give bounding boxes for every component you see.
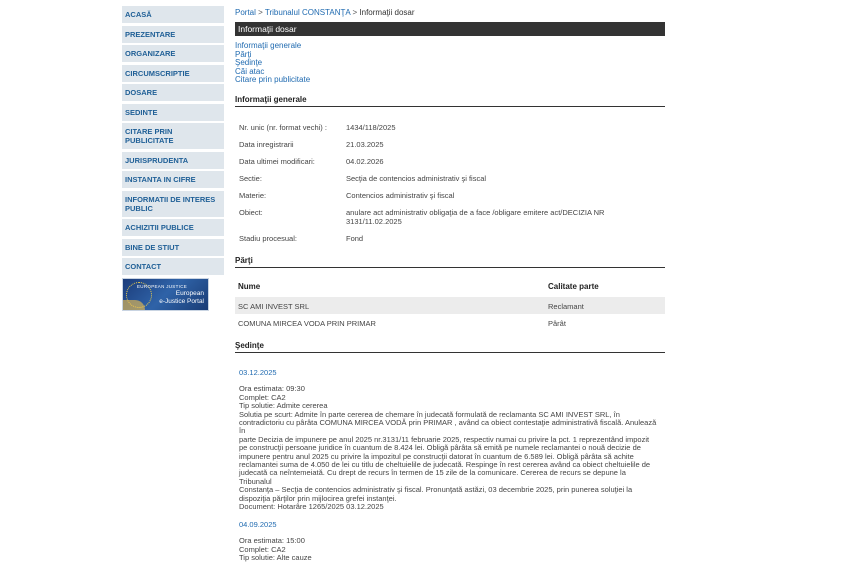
breadcrumb [235,8,415,17]
info-value: 1434/118/2025 [346,123,396,132]
banner-portal-line1: European [175,289,204,297]
breadcrumb-portal-link[interactable]: Portal [235,8,256,17]
banner-portal-line2: e-Justice Portal [159,297,204,305]
session-line: Document: Hotarâre 1265/2025 03.12.2025 [239,502,384,512]
sidebar-item-informatii-interes-public[interactable]: INFORMATII DE INTERES PUBLIC [122,191,224,217]
session-line: parte Decizia de impunere pe anul 2025 nr.3131/11 februarie 2025, respectiv numai cu privire la pct. 1 reprezentând impozit [239,434,650,444]
section-heading-sedinte: Şedinţe [235,341,665,353]
ejustice-portal-banner[interactable] [122,278,209,311]
session-line: Complet: CA2 [239,544,286,554]
info-value: anulare act administrativ obligaţia de a face /obligare emitere act/DECIZIA NR 3131/11.02.2025 [346,208,605,226]
sidebar-item-contact[interactable]: CONTACT [122,258,224,275]
info-value: Contencios administrativ şi fiscal [346,191,455,200]
breadcrumb-current: Informaţii dosar [359,8,415,17]
banner-eu-label: EUROPEAN JUSTICE [137,283,188,289]
sidebar-item-achizitii[interactable]: ACHIZITII PUBLICE [122,219,224,236]
session-line: impunere pentru anul 2025 cu privire la impozitul pe construcţii datorat în cuantum de 6.589 lei. Obligă pârâta să achite [239,451,634,461]
session-item [239,521,659,563]
info-label: Stadiu procesual: [239,234,297,243]
table-row [235,314,665,331]
party-role: Pârât [548,319,566,328]
page-title: Informaţii dosar [235,22,665,36]
info-label: Materie: [239,191,267,200]
session-line: Constanţa – Secţia de contencios administrativ şi fiscal. Pronunţată astăzi, 03 decembrie 2025, prin punerea soluţiei la [239,485,633,495]
section-heading-parti: Părţi [235,256,665,268]
toc-link-citare[interactable]: Citare prin publicitate [235,75,311,85]
sidebar-item-jurisprudenta[interactable]: JURISPRUDENTA [122,152,224,169]
sidebar-item-bine-de-stiut[interactable]: BINE DE STIUT [122,239,224,256]
party-name: COMUNA MIRCEA VODA PRIN PRIMAR [238,319,376,328]
section-heading-general: Informaţii generale [235,95,665,107]
session-line: Complet: CA2 [239,392,286,402]
session-line: Tip solutie: Alte cauze [239,553,312,563]
party-name: SC AMI INVEST SRL [238,302,310,311]
toc-link-cai-atac[interactable]: Căi atac [235,66,265,76]
info-value: Secţia de contencios administrativ şi fiscal [346,174,487,183]
session-line: judecată ca neîntemeiată. Cu drept de recurs în termen de 15 zile de la comunicare. Cererea de recurs se depune la Tribunalul [239,468,626,486]
info-label: Nr. unic (nr. format vechi) : [239,123,327,132]
session-line: Ora estimata: 15:00 [239,536,305,546]
toc-link-parti[interactable]: Părţi [235,49,252,59]
table-of-contents [235,42,310,85]
session-line: dispoziţia părţilor prin mijlocirea grefei instanţei. [239,493,397,503]
sidebar-nav [122,6,224,311]
sidebar-item-acasa[interactable]: ACASĂ [122,6,224,23]
column-header-calitate: Calitate parte [548,282,599,291]
sidebar-item-organizare[interactable]: ORGANIZARE [122,45,224,62]
column-header-nume: Nume [238,282,261,291]
sidebar-item-circumscriptie[interactable]: CIRCUMSCRIPTIE [122,65,224,82]
session-date: 03.12.2025 [239,368,277,377]
session-line: reclamantei suma de 4.050 de lei cu titlu de cheltuielile de judecată. Respinge în rest cererea având ca obiect cheltuielile de [239,460,651,470]
info-label: Data ultimei modificari: [239,157,315,166]
banner-portal-label [159,290,204,306]
info-value: 04.02.2026 [346,157,384,166]
party-role: Reclamant [548,302,584,311]
toc-link-sedinte[interactable]: Şedinţe [235,58,263,68]
sidebar-item-instanta-in-cifre[interactable]: INSTANTA IN CIFRE [122,171,224,188]
session-line: pe construcţii persoane juridice în cuantum de 8.424 lei. Obligă pârâta să emită pe numele reclamantei o nouă decizie de [239,443,641,453]
info-label: Obiect: [239,208,263,217]
session-line: Ora estimata: 09:30 [239,384,305,394]
sidebar-item-sedinte[interactable]: SEDINTE [122,104,224,121]
sidebar-item-dosare[interactable]: DOSARE [122,84,224,101]
breadcrumb-tribunal-link[interactable]: Tribunalul CONSTANŢA [264,8,351,17]
session-item [239,369,659,512]
session-line: Tip solutie: Admite cererea [239,401,328,411]
session-line: Solutia pe scurt: Admite în parte cererea de chemare în judecată formulată de reclamanta SC AMI INVEST SRL, în [239,409,620,419]
breadcrumb-separator: > [258,8,263,17]
info-label: Sectie: [239,174,262,183]
sidebar-item-prezentare[interactable]: PREZENTARE [122,26,224,43]
info-value: Fond [346,234,364,243]
table-row [235,297,665,314]
toc-link-informatii-generale[interactable]: Informaţii generale [235,41,302,50]
session-line: contradictoriu cu pârâta COMUNA MIRCEA VODĂ prin PRIMAR , având ca obiect contestaţie administrativă fiscală. Anulează în [239,418,657,436]
info-value: 21.03.2025 [346,140,384,149]
sidebar-item-citare[interactable]: CITARE PRIN PUBLICITATE [122,123,224,149]
breadcrumb-separator: > [352,8,358,17]
session-date: 04.09.2025 [239,520,277,529]
info-label: Data inregistrarii [239,140,294,149]
